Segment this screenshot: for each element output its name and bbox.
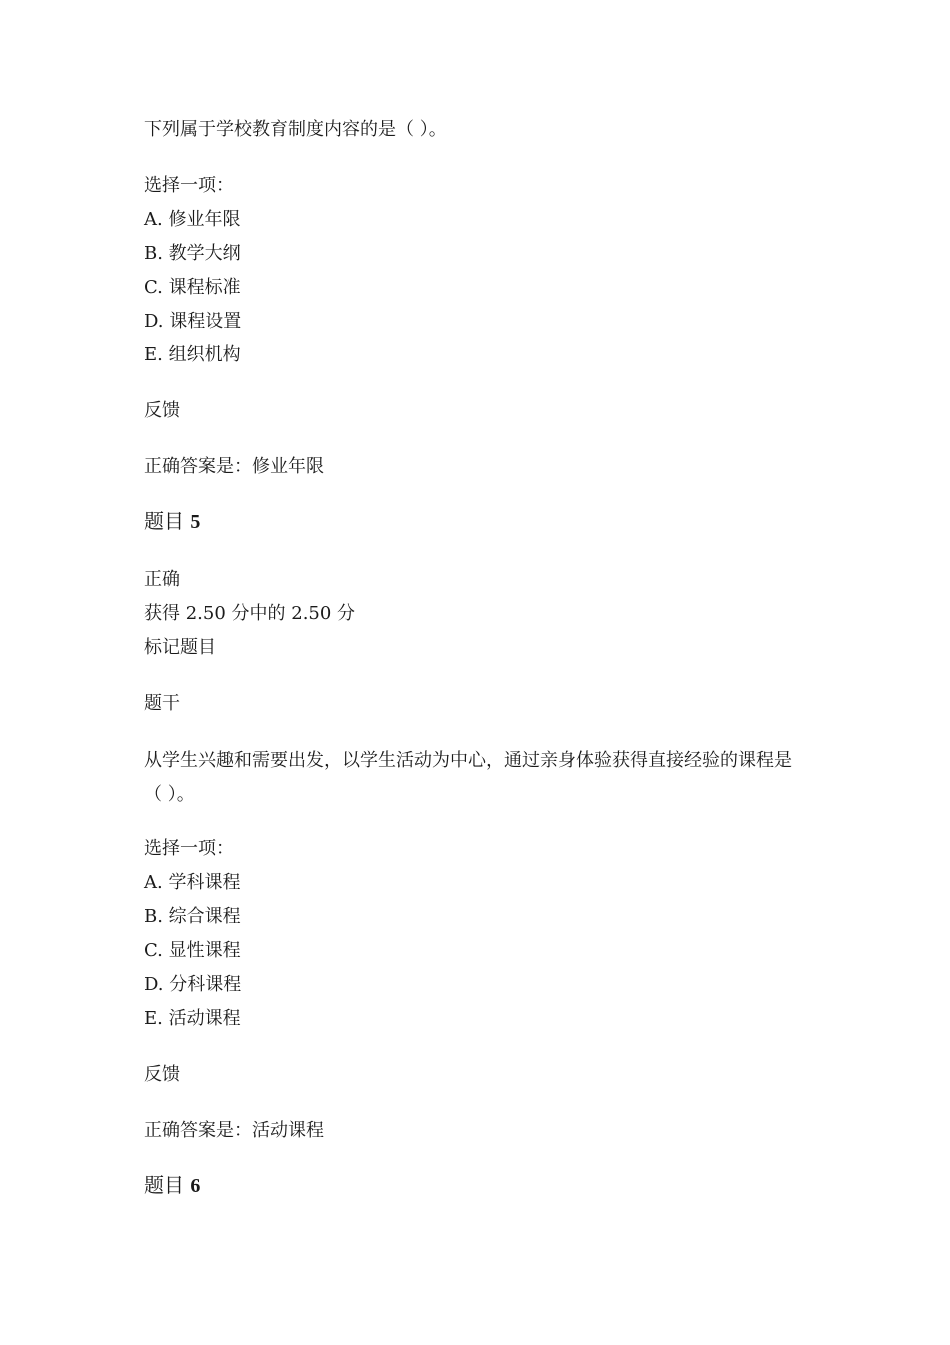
option-a: A. 修业年限 (144, 209, 241, 230)
question-number: 6 (190, 1175, 201, 1197)
option-c: C. 显性课程 (144, 940, 241, 961)
flag-question-link[interactable]: 标记题目 (144, 637, 216, 658)
question-heading (144, 509, 200, 534)
question-heading (144, 1173, 200, 1198)
question-heading-label: 题目 (144, 1173, 184, 1197)
choose-one-label: 选择一项： (144, 175, 234, 196)
option-e: E. 活动课程 (144, 1008, 241, 1029)
option-d: D. 分科课程 (144, 974, 242, 995)
correct-answer: 正确答案是：修业年限 (144, 456, 324, 477)
question-score: 获得 2.50 分中的 2.50 分 (144, 603, 356, 624)
option-b: B. 教学大纲 (144, 243, 241, 264)
option-a: A. 学科课程 (144, 872, 241, 893)
question-stem: 从学生兴趣和需要出发，以学生活动为中心，通过亲身体验获得直接经验的课程是（ ）。 (144, 750, 792, 805)
option-b: B. 综合课程 (144, 906, 241, 927)
question-stem: 下列属于学校教育制度内容的是（ ）。 (144, 119, 447, 140)
choose-one-label: 选择一项： (144, 838, 234, 859)
feedback-label: 反馈 (144, 400, 180, 421)
question-status: 正确 (144, 569, 180, 590)
question-number: 5 (190, 511, 201, 533)
option-e: E. 组织机构 (144, 344, 241, 365)
question-stem-label: 题干 (144, 693, 180, 714)
feedback-label: 反馈 (144, 1064, 180, 1085)
option-d: D. 课程设置 (144, 311, 242, 332)
correct-answer: 正确答案是：活动课程 (144, 1120, 324, 1141)
option-c: C. 课程标准 (144, 277, 241, 298)
question-heading-label: 题目 (144, 509, 184, 533)
